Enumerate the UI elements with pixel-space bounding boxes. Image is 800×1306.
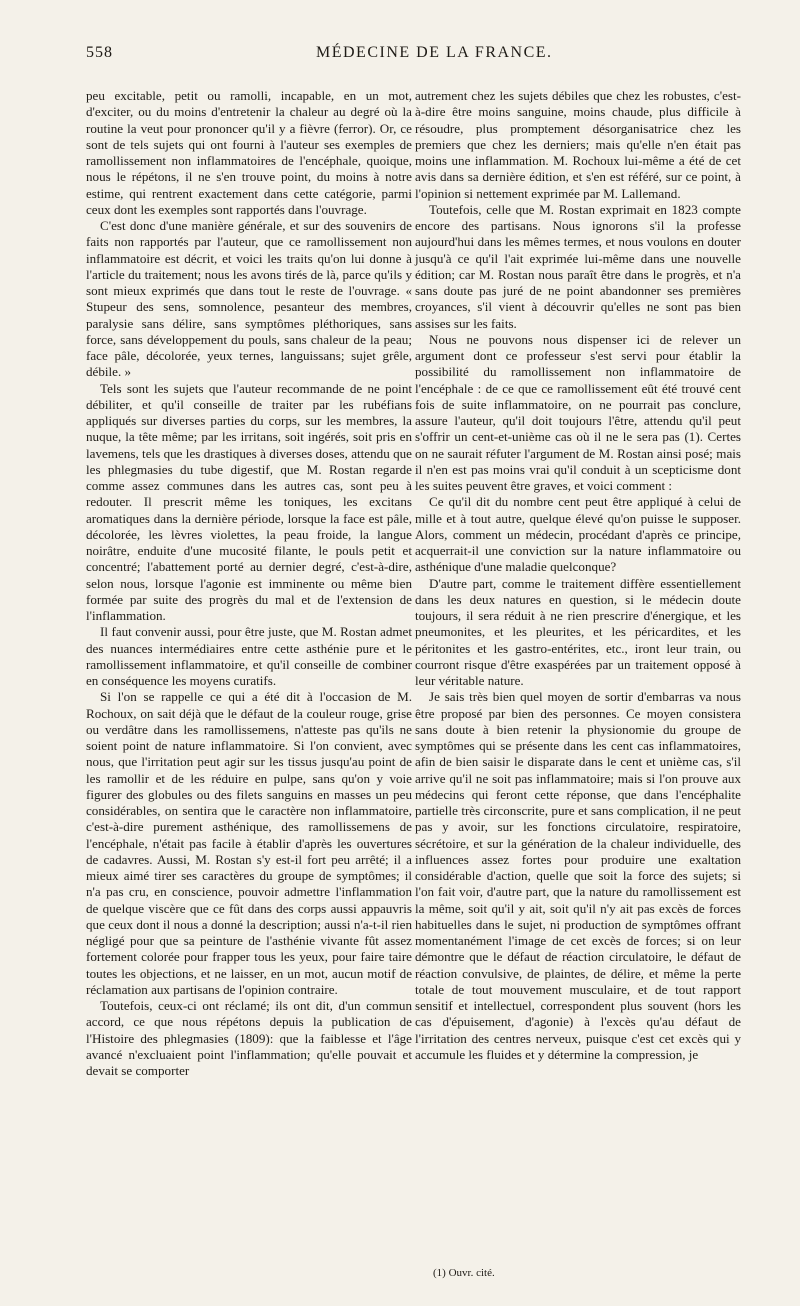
paragraph: Ce qu'il dit du nombre cent peut être appliqué à celui de mille et à tout autre, quelque élevé qu'on puisse le supposer. Alors, comment un médecin, procédant d'après ce principe, acquerrait-il une conviction sur la nature inflammatoire ou asthénique d'une maladie quelconque? <box>415 494 741 575</box>
left-column <box>86 88 412 1079</box>
paragraph: Nous ne pouvons nous dispenser ici de relever un argument dont ce professeur s'est servi pour établir la possibilité du ramollissement non inflammatoire de l'encéphale : de ce que ce ramollissement eût été trouvé cent fois de suite inflammatoire, on ne pourrait pas conclure, assure l'auteur, qu'il doit toujours l'être, attendu qu'il peut s'offrir un cent-et-unième cas où il ne le sera pas (1). Certes on ne saurait réfuter l'argument de M. Rostan ainsi posé; mais il n'en est pas moins vrai qu'il conduit à un scepticisme dont les suites peuvent être graves, et voici comment : <box>415 331 741 493</box>
paragraph: peu excitable, petit ou ramolli, incapable, en un mot, d'exciter, ou du moins d'entretenir la chaleur au degré où la routine la veut pour prononcer qu'il y a fièvre (ferror). Or, ce sont de tels sujets qui ont fourni à l'auteur ses exemples de ramollissement non inflammatoires de l'encéphale, quoique, nous le répétons, il ne s'en trouve point, du moins à notre estime, qui rentrent exactement dans cette catégorie, parmi ceux dont les exemples sont rapportés dans l'ouvrage. <box>86 88 412 217</box>
running-title: MÉDECINE DE LA FRANCE. <box>316 44 553 61</box>
right-column <box>415 88 741 1063</box>
paragraph: Il faut convenir aussi, pour être juste, que M. Rostan admet des nuances intermédiaires entre cette asthénie pure et le ramollissement inflammatoire, et qu'il conseille de combiner en conséquence les moyens curatifs. <box>86 624 412 688</box>
paragraph: C'est donc d'une manière générale, et sur des souvenirs de faits non rapportés par l'auteur, que ce ramollissement non inflammatoire est décrit, et voici les traits qu'on lui donne à l'article du traitement; nous les avons tirés de là, parce qu'ils y sont mieux exprimés que dans tout le reste de l'ouvrage. « Stupeur des sens, somnolence, pesanteur des membres, paralysie sans délire, sans symptômes pléthoriques, sans force, sans développement du pouls, sans chaleur de la peau; face pâle, décolorée, yeux ternes, languissans; sujet grêle, débile. » <box>86 218 412 380</box>
paragraph: autrement chez les sujets débiles que chez les robustes, c'est-à-dire être moins sanguine, moins chaude, plus difficile à résoudre, plus promptement désorganisatrice chez les premiers que chez les derniers; mais qu'elle n'en était pas moins une inflammation. M. Rochoux lui-même a été de cet avis dans sa dernière édition, et s'en est référé, sur ce point, à l'opinion si nettement exprimée par M. Lallemand. <box>415 88 741 201</box>
page-number: 558 <box>86 44 113 61</box>
paragraph: Toutefois, celle que M. Rostan exprimait en 1823 compte encore des partisans. Nous ignorons s'il la professe aujourd'hui dans les mêmes termes, et nous voulons en douter jusqu'à ce qu'il l'ait exprimée lui-même dans une nouvelle édition; car M. Rostan nous paraît être dans le progrès, et n'a sans doute pas juré de ne point abandonner ses premières croyances, s'il vient à découvrir qu'elles ne sont pas bien assises sur les faits. <box>415 201 741 331</box>
running-header <box>86 44 748 66</box>
paragraph: Si l'on se rappelle ce qui a été dit à l'occasion de M. Rochoux, on sait déjà que le défaut de la couleur rouge, grise ou verdâtre dans les ramollissemens, n'atteste pas qu'ils ne soient point de nature inflammatoire. Si l'on convient, avec nous, que l'irritation peut agir sur les tissus jusqu'au point de les ramollir et de les réduire en pulpe, sans qu'on y voie figurer des globules ou des filets sanguins en masses un peu considérables, on sentira que le caractère non inflammatoire, c'est-à-dire purement asthénique, des ramollissemens de l'encéphale, n'était pas facile à établir d'après les ouvertures de cadavres. Aussi, M. Rostan s'y est-il fort peu arrêté; il a mieux aimé tirer ses caractères du groupe de symptômes; il n'a pas cru, en conscience, pouvoir admettre l'inflammation de quelque viscère que ce fût dans des corps aussi appauvris que ceux dont il nous a donné la description; aussi n'a-t-il rien négligé pour que sa peinture de l'asthénie vivante fût assez fortement colorée pour frapper tous les yeux, pour faire taire toutes les objections, et ne laisser, en un mot, aucun motif de réclamation aux partisans de l'opinion contraire. <box>86 689 412 997</box>
footnote: (1) Ouvr. cité. <box>433 1267 495 1279</box>
paragraph: Tels sont les sujets que l'auteur recommande de ne point débiliter, et qu'il conseille de traiter par les rubéfians appliqués sur diverses parties du corps, sur les membres, la nuque, la tête même; par les irritans, soit ingérés, soit pris en lavemens, tels que les drastiques à diverses doses, attendu que les phlegmasies du tube digestif, que M. Rostan regarde comme assez communes dans les autres cas, sont peu à redouter. Il prescrit même les toniques, les excitans aromatiques dans la dernière période, lorsque la face est pâle, décolorée, les lèvres violettes, la peau froide, la langue noirâtre, enduite d'une mucosité filante, le pouls petit et concentré; l'abattement porté au dernier degré, c'est-à-dire, selon nous, lorsque l'agonie est imminente ou même bien formée par suite des progrès du mal et de l'extension de l'inflammation. <box>86 380 412 623</box>
paragraph: Je sais très bien quel moyen de sortir d'embarras va nous être proposé par bien des personnes. Ce moyen consistera sans doute à bien retenir la physionomie du groupe de symptômes qui se présente dans les cent cas inflammatoires, afin de bien saisir le disparate dans le cent et unième cas, s'il arrive qu'il ne soit pas inflammatoire; mais si l'on prouve aux médecins qui feront cette réponse, que dans l'encéphalite partielle très circonscrite, pure et sans complication, il ne peut pas y avoir, sur les fonctions circulatoire, respiratoire, sécrétoire, et sur la génération de la chaleur individuelle, des influences assez fortes pour produire une exaltation considérable d'action, quelle que soit la force des sujets; si l'on fait voir, d'autre part, que la nature du ramollissement est la même, soit qu'il y ait, soit qu'il n'y ait pas excès de forces habituelles dans le sujet, ni production de symptômes offrant momentanément l'image de cet excès de forces; si on leur démontre que le défaut de réaction circulatoire, le défaut de réaction convulsive, de plaintes, de délire, et même la perte totale de tout mouvement musculaire, et de tout rapport sensitif et intellectuel, correspondent plus souvent (hors les cas d'épuisement, d'agonie) à l'excès qu'au défaut de l'irritation des centres nerveux, puisque c'est cet excès qui y accumule les fluides et y détermine la compression, je <box>415 689 741 1062</box>
paragraph: D'autre part, comme le traitement diffère essentiellement dans les deux natures en question, si le médecin doute toujours, il sera réduit à ne rien prescrire d'énergique, et les pneumonites, et les pleurites, et les péricardites, et les péritonites et les gastro-entérites, etc., iront leur train, ou courront risque d'être exaspérées par un traitement opposé à leur véritable nature. <box>415 575 741 688</box>
paragraph: Toutefois, ceux-ci ont réclamé; ils ont dit, d'un commun accord, ce que nous répétons depuis la publication de l'Histoire des phlegmasies (1809): que la faiblesse et l'âge avancé n'excluaient point l'inflammation; qu'elle pouvait et devait se comporter <box>86 998 412 1078</box>
